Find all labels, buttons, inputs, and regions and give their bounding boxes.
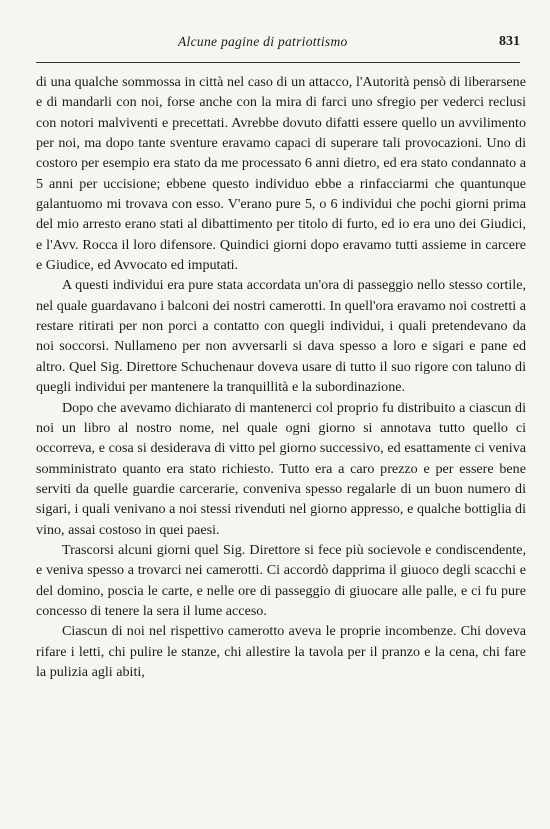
page-header: [36, 34, 520, 54]
paragraph: Trascorsi alcuni giorni quel Sig. Direttore si fece più socievole e condiscendente, e veniva spesso a trovarci nei camerotti. Ci accordò dapprima il giuoco degli scacchi e del domino, poscia le carte, e nelle ore di passeggio di giuocare alle palle, e ci fu pure concesso di tenere la sera il lume acceso.: [36, 541, 526, 619]
page-number: 831: [499, 34, 520, 49]
header-rule: [36, 62, 520, 63]
paragraph: A questi individui era pure stata accordata un'ora di passeggio nello stesso cortile, nel quale guardavano i balconi dei nostri camerotti. In quell'ora eravamo noi costretti a restare ritirati per non porci a contatto con quegli individui, i quali pretendevano da noi soccorsi. Nullameno per non avversarli si dava spesso a loro e sigari e pane ed altro. Quel Sig. Direttore Schuchenaur doveva usare di tutto il suo rigore con taluno di quegli individui per mantenere la tranquillità e la subordinazione.: [36, 277, 526, 396]
paragraph: Ciascun di noi nel rispettivo camerotto aveva le proprie incombenze. Chi doveva rifare i letti, chi pulire le stanze, chi allestire la tavola per il pranzo e la cena, chi fare la pulizia agli abiti,: [36, 623, 526, 680]
body-text: [36, 72, 526, 682]
running-title: Alcune pagine di patriottismo: [178, 34, 348, 49]
paragraph: Dopo che avevamo dichiarato di mantenerci col proprio fu distribuito a ciascun di noi un libro al nostro nome, nel quale ogni giorno si annotava tutto quello ci occorreva, e cosa si desiderava di vitto pel giorno successivo, ed esattamente ci veniva somministrato quanto era stato richiesto. Tutto era a caro prezzo e per essere bene serviti da quelle guardie carcerarie, conveniva spesso regalarle di un buon numero di sigari, i quali venivano a noi stessi rivenduti nel giorno appresso, e qualche bottiglia di vino, assai costoso in quei paesi.: [36, 399, 526, 538]
paragraph-continuation: di una qualche sommossa in città nel caso di un attacco, l'Autorità pensò di liberarsene e di mandarli con noi, forse anche con la mira di farci uno sfregio per vederci reclusi con notori malviventi e precettati. Avrebbe dovuto difatti essere quello un avvilimento per noi, ma dopo tante sventure eravamo capaci di superare tali provocazioni. Uno di costoro per esempio era stato da me processato 6 anni dietro, ed era stato condannato a 5 anni per uccisione; ebbene questo individuo ebbe a rinfacciarmi che quantunque galantuomo mi trovava con esso. V'erano pure 5, o 6 individui che pochi giorni prima del mio arresto erano stati al dibattimento per titolo di furto, ed io era uno dei Giudici, e l'Avv. Rocca il loro difensore. Quindici giorni dopo eravamo tutti assieme in carcere e Giudice, ed Avvocato ed imputati.: [36, 74, 526, 274]
